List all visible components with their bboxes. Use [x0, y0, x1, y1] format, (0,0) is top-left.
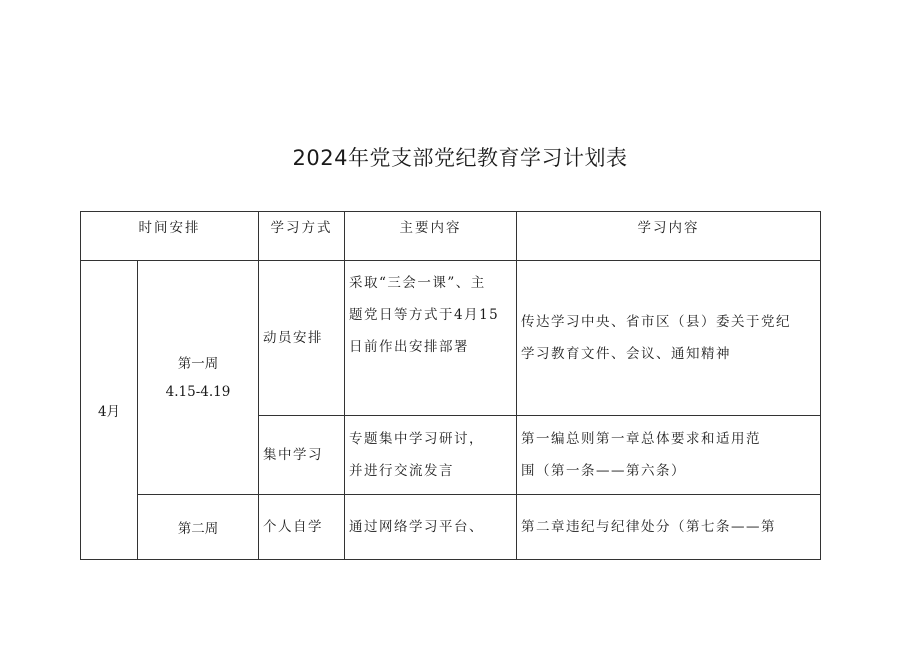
month-cell: 4月	[81, 261, 138, 560]
header-time: 时间安排	[81, 212, 259, 261]
content-line: 第一编总则第一章总体要求和适用范	[521, 431, 761, 447]
content-cell	[517, 416, 821, 495]
main-line: 采取“三会一课”、主	[349, 275, 486, 291]
main-cell	[345, 495, 517, 560]
week1-dates: 4.15-4.19	[165, 383, 231, 400]
main-line: 通过网络学习平台、	[349, 519, 484, 535]
main-line: 并进行交流发言	[349, 463, 454, 479]
header-method: 学习方式	[259, 212, 345, 261]
content-line: 第二章违纪与纪律处分（第七条——第	[521, 519, 776, 535]
content-line: 学习教育文件、会议、通知精神	[521, 346, 731, 362]
header-row	[81, 212, 821, 261]
header-content: 学习内容	[517, 212, 821, 261]
study-plan-table	[80, 211, 821, 560]
week1-cell	[138, 261, 259, 495]
table-row	[81, 261, 821, 416]
document-title: 2024年党支部党纪教育学习计划表	[292, 146, 628, 170]
table-row	[81, 495, 821, 560]
week2-cell: 第二周	[138, 495, 259, 560]
method-cell: 个人自学	[259, 495, 345, 560]
main-cell	[345, 416, 517, 495]
method-cell: 动员安排	[259, 261, 345, 416]
main-cell	[345, 261, 517, 416]
content-cell	[517, 495, 821, 560]
main-line: 日前作出安排部署	[349, 339, 469, 355]
content-cell	[517, 261, 821, 416]
week1-label: 第一周	[177, 355, 219, 372]
method-cell: 集中学习	[259, 416, 345, 495]
content-line: 围（第一条——第六条）	[521, 463, 686, 479]
main-line: 专题集中学习研讨，	[349, 431, 484, 447]
header-main: 主要内容	[345, 212, 517, 261]
main-line: 题党日等方式于4月15	[349, 307, 500, 323]
content-line: 传达学习中央、省市区（县）委关于党纪	[521, 314, 791, 330]
